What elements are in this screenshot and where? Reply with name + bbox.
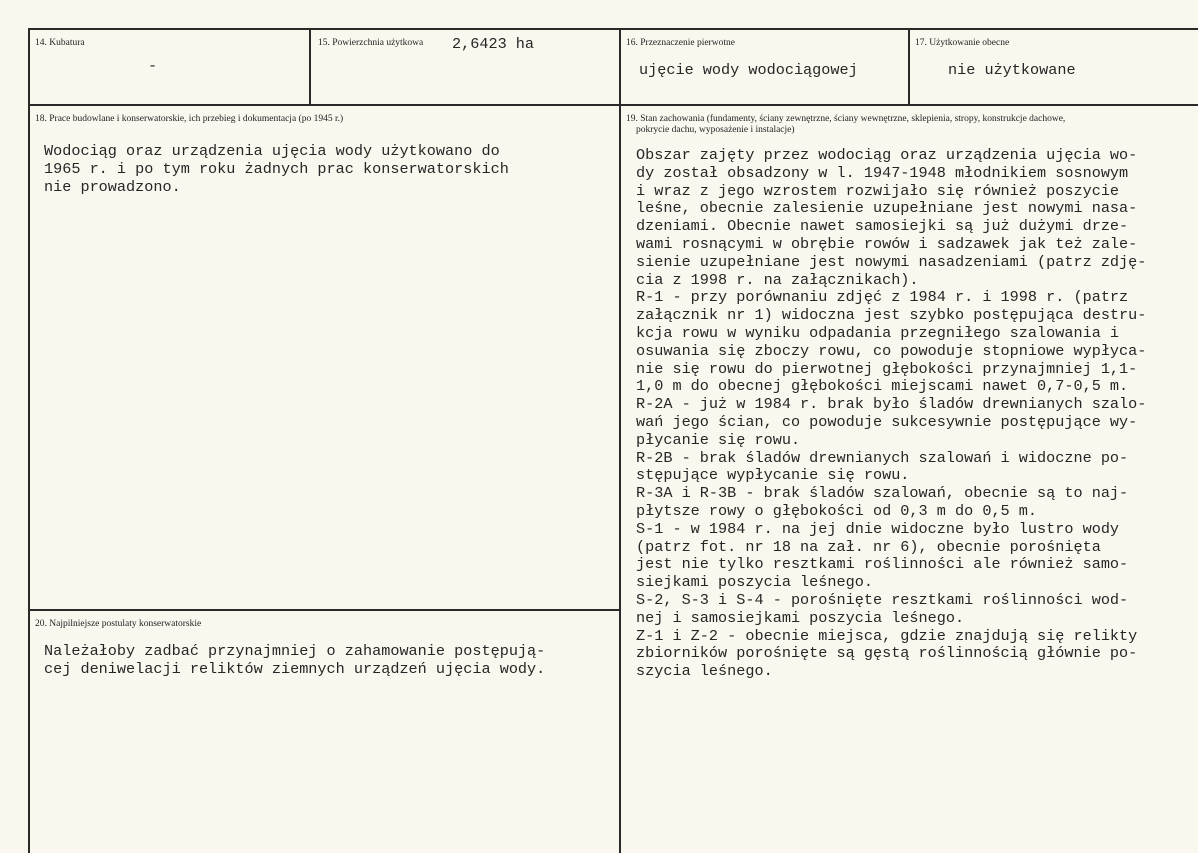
f20-line: cej deniwelacji reliktów ziemnych urządzeń ujęcia wody. xyxy=(44,659,546,678)
f18-line: 1965 r. i po tym roku żadnych prac konserwatorskich xyxy=(44,159,509,178)
f19-line: kcja rowu w wyniku odpadania przegniłego szalowania i xyxy=(636,323,1120,342)
f19-line: nej i samosiejkami poszycia leśnego. xyxy=(636,608,965,627)
f19-line: płytsze rowy o głębokości od 0,3 m do 0,5 m. xyxy=(636,501,1038,520)
main-center-divider xyxy=(619,28,621,853)
f20-text xyxy=(44,643,545,679)
f15-value: 2,6423 ha xyxy=(452,35,535,53)
f19-line: 1,0 m do obecnej głębokości miejscami nawet 0,7-0,5 m. xyxy=(636,377,1129,396)
divider-14-15 xyxy=(309,28,311,104)
f19-line: S-1 - w 1984 r. na jej dnie widoczne było lustro wody xyxy=(636,519,1120,538)
f14-value: - xyxy=(147,57,158,75)
f19-line: (patrz fot. nr 18 na zał. nr 6), obecnie porośnięta xyxy=(636,537,1101,556)
f19-line: szycia leśnego. xyxy=(636,662,773,681)
f19-line: siejkami poszycia leśnego. xyxy=(636,573,873,592)
f19-line: stępujące wypłycanie się rowu. xyxy=(636,466,910,485)
f19-line: i wraz z jego wzrostem rozwijało się również poszycie xyxy=(636,181,1120,200)
left-border xyxy=(28,28,30,853)
top-border xyxy=(28,28,1198,30)
f18-text xyxy=(44,143,509,196)
f19-line: jest nie tylko resztkami roślinności ale również samo- xyxy=(636,555,1129,574)
f19-line: osuwania się zboczy rowu, co powoduje stopniowe wypłyca- xyxy=(636,341,1147,360)
f19-line: sienie uzupełniane jest nowymi nasadzeniami (patrz zdję- xyxy=(636,252,1147,271)
f19-line: leśne, obecnie zalesienie uzupełniane jest nowymi nasa- xyxy=(636,199,1138,218)
f19-line: Obszar zajęty przez wodociąg oraz urządzenia ujęcia wo- xyxy=(636,146,1138,164)
f16-value: ujęcie wody wodociągowej xyxy=(639,61,858,79)
f19-line: załącznik nr 1) widoczna jest szybko postępująca destru- xyxy=(636,306,1147,325)
f19-line: dzeniami. Obecnie nawet samosiejki są już dużymi drze- xyxy=(636,217,1129,236)
f19-line: R-3A i R-3B - brak śladów szalowań, obecnie są to naj- xyxy=(636,484,1129,503)
f19-text xyxy=(636,147,1146,681)
f20-line: Należałoby zadbać przynajmniej o zahamowanie postępują- xyxy=(44,642,546,660)
f18-label: 18. Prace budowlane i konserwatorskie, ich przebieg i dokumentacja (po 1945 r.) xyxy=(35,114,344,124)
f19-line: S-2, S-3 i S-4 - porośnięte resztkami roślinności wod- xyxy=(636,590,1129,609)
f19-line: płycanie się rowu. xyxy=(636,430,801,449)
f14-label: 14. Kubatura xyxy=(35,38,85,48)
f20-label: 20. Najpilniejsze postulaty konserwatorskie xyxy=(35,619,202,629)
f19-line: R-2B - brak śladów drewnianych szalowań i widoczne po- xyxy=(636,448,1129,467)
f19-line: dy został obsadzony w l. 1947-1948 młodnikiem sosnowym xyxy=(636,163,1129,182)
f18-line: Wodociąg oraz urządzenia ujęcia wody użytkowano do xyxy=(44,142,500,160)
f19-label-line2: pokrycie dachu, wyposażenie i instalacje) xyxy=(636,125,795,135)
f19-label-line1: 19. Stan zachowania (fundamenty, ściany zewnętrzne, ściany wewnętrzne, sklepienia, stropy, konstrukcje dachowe, xyxy=(626,114,1066,124)
divider-16-17 xyxy=(908,28,910,104)
f19-line: zbiorników porośnięte są gęstą roślinnością głównie po- xyxy=(636,644,1138,663)
f19-line: R-1 - przy porównaniu zdjęć z 1984 r. i 1998 r. (patrz xyxy=(636,288,1129,307)
f17-value: nie użytkowane xyxy=(948,61,1076,79)
f18-line: nie prowadzono. xyxy=(44,177,181,196)
f18-f20-divider xyxy=(28,609,620,611)
f17-label: 17. Użytkowanie obecne xyxy=(915,38,1010,48)
f16-label: 16. Przeznaczenie pierwotne xyxy=(626,38,735,48)
f19-line: wami rosnącymi w obrębie rowów i sadzawek jak też zale- xyxy=(636,234,1138,253)
f19-line: nie się rowu do pierwotnej głębokości przynajmniej 1,1- xyxy=(636,359,1138,378)
f19-line: R-2A - już w 1984 r. brak było śladów drewnianych szalo- xyxy=(636,395,1147,414)
row1-bottom-border xyxy=(28,104,1198,106)
f19-line: cia z 1998 r. na załącznikach). xyxy=(636,270,919,289)
f19-line: wań jego ścian, co powoduje sukcesywnie postępujące wy- xyxy=(636,412,1138,431)
f15-label: 15. Powierzchnia użytkowa xyxy=(318,38,424,48)
f19-line: Z-1 i Z-2 - obecnie miejsca, gdzie znajdują się relikty xyxy=(636,626,1138,645)
